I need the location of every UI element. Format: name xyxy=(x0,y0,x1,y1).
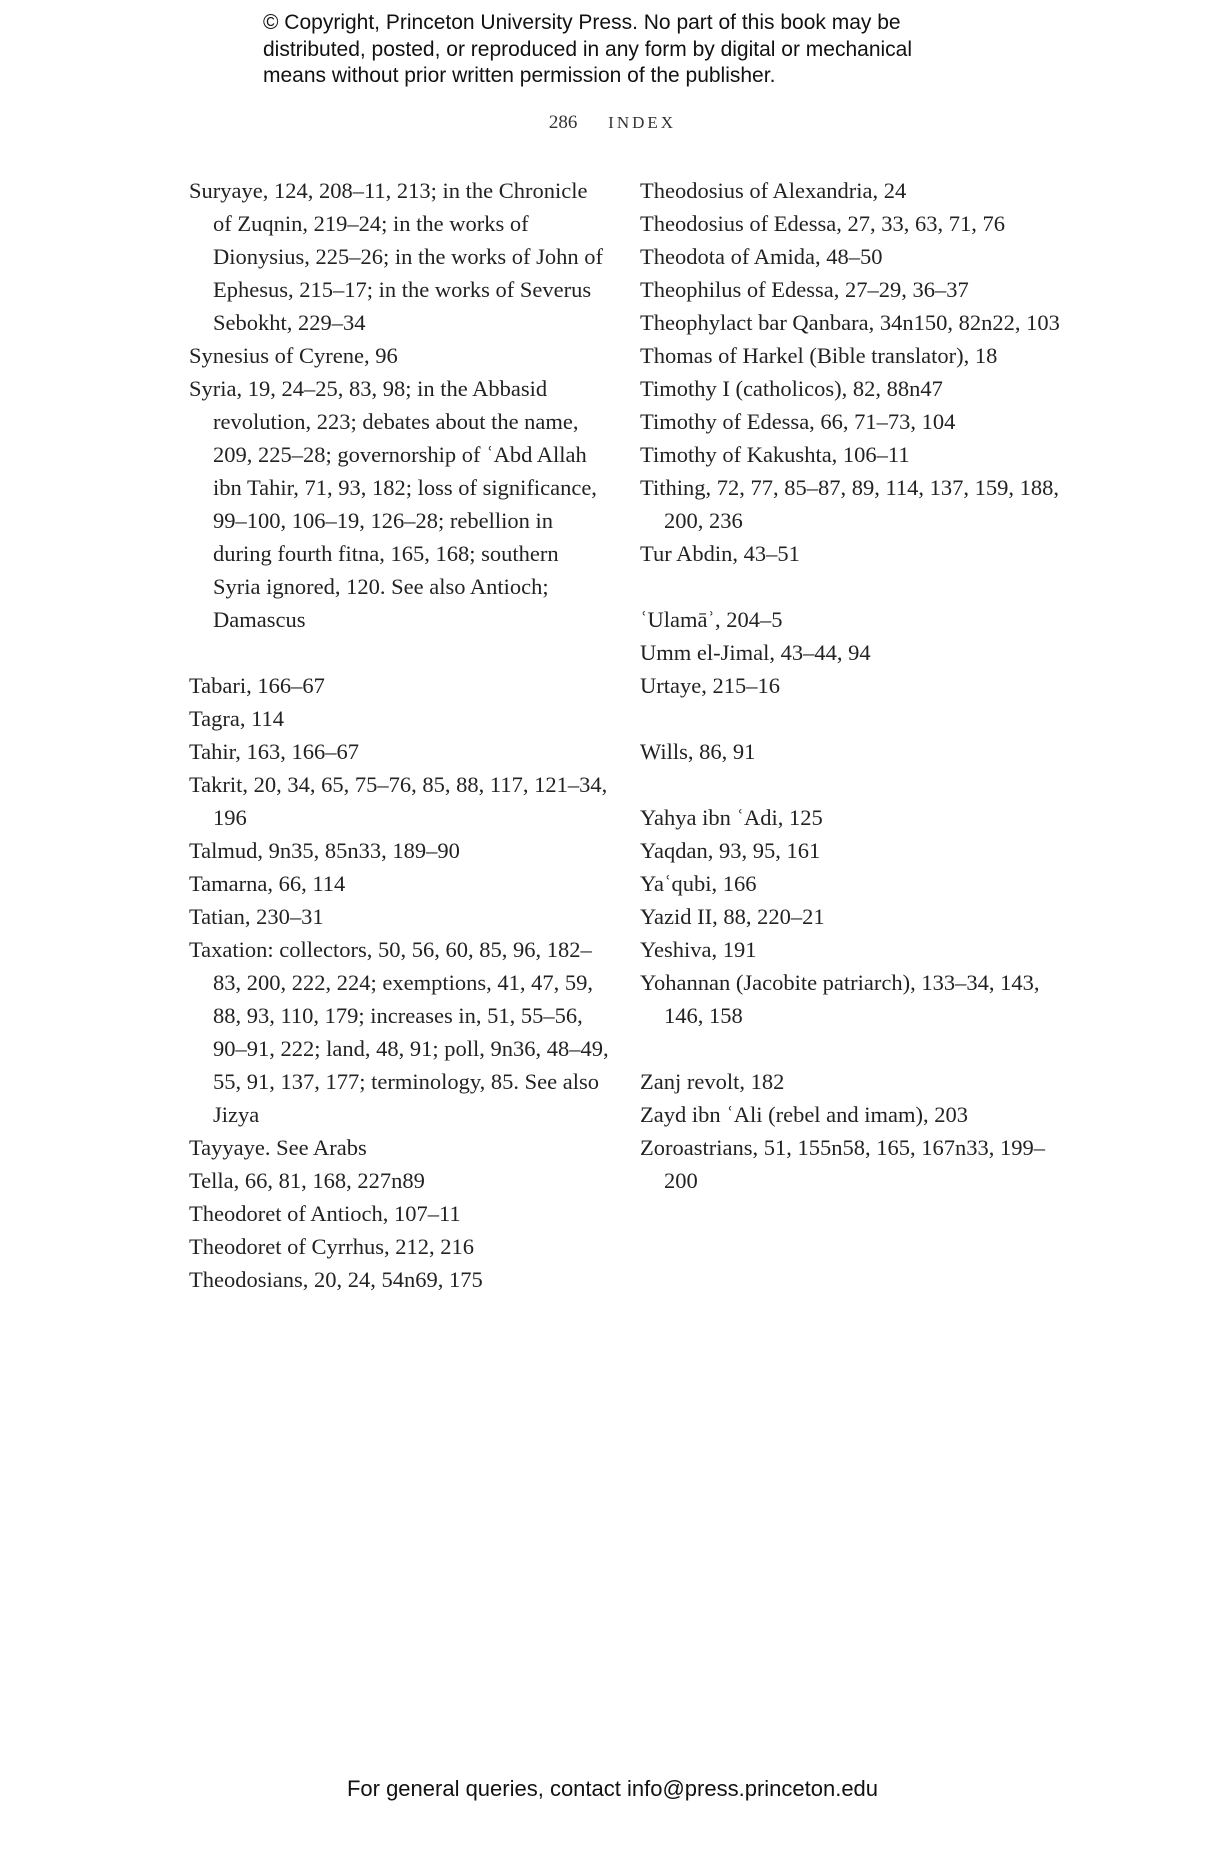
index-entry: Timothy of Kakushta, 106–11 xyxy=(640,442,910,467)
copyright-notice xyxy=(263,10,1023,90)
footer-contact: For general queries, contact info@press.princeton.edu xyxy=(346,1776,879,1801)
running-head xyxy=(0,112,1225,134)
index-entry: Yaqdan, 93, 95, 161 xyxy=(640,838,821,863)
copyright-line: © Copyright, Princeton University Press. No part of this book may be xyxy=(263,11,901,34)
index-entry: Tella, 66, 81, 168, 227n89 xyxy=(189,1168,425,1193)
index-entry: Tagra, 114 xyxy=(189,706,285,731)
index-column-left xyxy=(189,174,609,1296)
copyright-line: means without prior written permission of the publisher. xyxy=(263,64,776,87)
index-entry: Timothy of Edessa, 66, 71–73, 104 xyxy=(640,409,956,434)
index-entry: Zayd ibn ʿAli (rebel and imam), 203 xyxy=(640,1102,969,1127)
index-entry: Theodota of Amida, 48–50 xyxy=(640,244,883,269)
index-entry: Tabari, 166–67 xyxy=(189,673,325,698)
index-entry: Tahir, 163, 166–67 xyxy=(189,739,360,764)
letter-group-gap xyxy=(640,570,1065,603)
index-entry: Yahya ibn ʿAdi, 125 xyxy=(640,805,823,830)
index-entry: Tatian, 230–31 xyxy=(189,904,324,929)
index-entry: Theodoret of Antioch, 107–11 xyxy=(189,1201,461,1226)
index-entry: Yaʿqubi, 166 xyxy=(640,871,757,896)
index-entry: Zanj revolt, 182 xyxy=(640,1069,785,1094)
index-entry: Yazid II, 88, 220–21 xyxy=(640,904,825,929)
index-entry: Theodosius of Edessa, 27, 33, 63, 71, 76 xyxy=(640,211,1005,236)
index-entry: Tur Abdin, 43–51 xyxy=(640,541,800,566)
index-entry: Tamarna, 66, 114 xyxy=(189,871,346,896)
index-entry: Theodosians, 20, 24, 54n69, 175 xyxy=(189,1267,483,1292)
index-entry: Synesius of Cyrene, 96 xyxy=(189,343,398,368)
letter-group-gap xyxy=(640,1032,1065,1065)
letter-group-gap xyxy=(189,636,609,669)
index-entry: Syria, 19, 24–25, 83, 98; in the Abbasid revolution, 223; debates about the name, 209, 225–28; governorship of ʿAbd Allah ibn Tahir, 71, 93, 182; loss of significance, 99–100, 106–19, 126–28; rebellion in during fourth fitna, 165, 168; southern Syria ignored, 120. See also Antioch; Damascus xyxy=(189,376,597,632)
letter-group-gap xyxy=(640,768,1065,801)
index-entry: Zoroastrians, 51, 155n58, 165, 167n33, 199–200 xyxy=(640,1135,1045,1193)
index-entry: Theodosius of Alexandria, 24 xyxy=(640,178,907,203)
index-entry: Urtaye, 215–16 xyxy=(640,673,780,698)
section-title: INDEX xyxy=(608,113,677,132)
index-entry: Theodoret of Cyrrhus, 212, 216 xyxy=(189,1234,474,1259)
page-number: 286 xyxy=(548,112,578,133)
index-entry: Takrit, 20, 34, 65, 75–76, 85, 88, 117, 121–34, 196 xyxy=(189,772,608,830)
index-entry: Tayyaye. See Arabs xyxy=(189,1135,367,1160)
index-entry: Thomas of Harkel (Bible translator), 18 xyxy=(640,343,998,368)
index-entry: Yohannan (Jacobite patriarch), 133–34, 143, 146, 158 xyxy=(640,970,1040,1028)
index-entry: Talmud, 9n35, 85n33, 189–90 xyxy=(189,838,460,863)
index-entry: Theophilus of Edessa, 27–29, 36–37 xyxy=(640,277,969,302)
index-entry: ʿUlamāʾ, 204–5 xyxy=(640,607,783,632)
letter-group-gap xyxy=(640,702,1065,735)
index-entry: Timothy I (catholicos), 82, 88n47 xyxy=(640,376,943,401)
index-entry: Suryaye, 124, 208–11, 213; in the Chronicle of Zuqnin, 219–24; in the works of Dionysius, 225–26; in the works of John of Ephesus, 215–17; in the works of Severus Sebokht, 229–34 xyxy=(189,178,603,335)
index-entry: Tithing, 72, 77, 85–87, 89, 114, 137, 159, 188, 200, 236 xyxy=(640,475,1059,533)
index-entry: Yeshiva, 191 xyxy=(640,937,757,962)
index-entry: Wills, 86, 91 xyxy=(640,739,756,764)
index-entry: Umm el-Jimal, 43–44, 94 xyxy=(640,640,871,665)
copyright-line: distributed, posted, or reproduced in any form by digital or mechanical xyxy=(263,37,913,61)
index-entry: Theophylact bar Qanbara, 34n150, 82n22, 103 xyxy=(640,310,1060,335)
index-entry: Taxation: collectors, 50, 56, 60, 85, 96, 182–83, 200, 222, 224; exemptions, 41, 47, 59, 88, 93, 110, 179; increases in, 51, 55–56, 90–91, 222; land, 48, 91; poll, 9n36, 48–49, 55, 91, 137, 177; terminology, 85. See also Jizya xyxy=(189,937,609,1127)
index-column-right xyxy=(640,174,1065,1197)
